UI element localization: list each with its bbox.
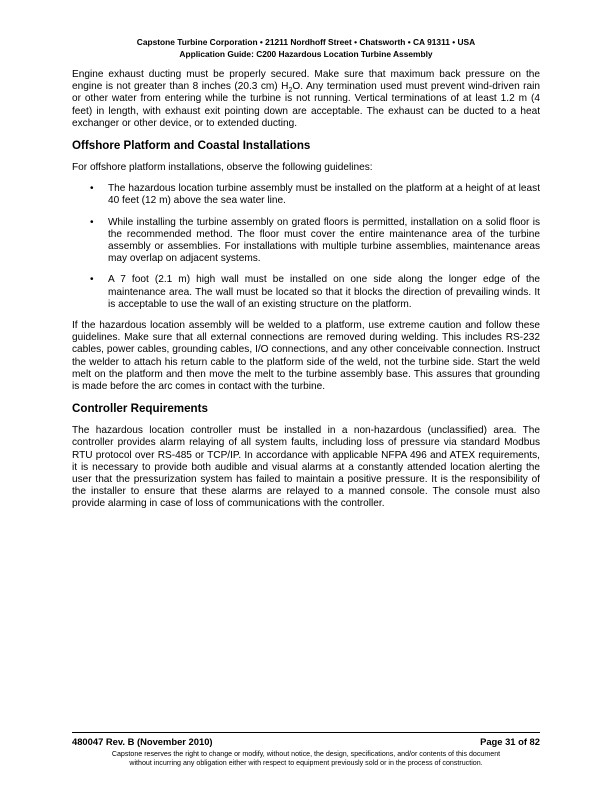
- list-item: • While installing the turbine assembly on grated floors is permitted, installation on a solid floor is the recommended method. The floor must cover the entire maintenance area of the turbine assembly or assemblies. For installations with multiple turbine assemblies, maintenance areas may overlap on adjacent systems.: [90, 216, 540, 265]
- footer-disclaimer: Capstone reserves the right to change or modify, without notice, the design, specifications, and/or contents of this document without incurring any obligation either with respect to equipment previously sold or in the process of construction.: [111, 750, 501, 768]
- offshore-lead: For offshore platform installations, observe the following guidelines:: [72, 162, 373, 174]
- offshore-guidelines-list: [72, 183, 540, 311]
- page-header: [0, 37, 612, 60]
- bullet-icon: •: [90, 274, 94, 286]
- document-body: [72, 69, 540, 520]
- bullet-icon: •: [90, 183, 94, 195]
- header-guide-title: Application Guide: C200 Hazardous Location Turbine Assembly: [179, 48, 433, 59]
- page-number: Page 31 of 82: [480, 736, 540, 747]
- exhaust-paragraph: Engine exhaust ducting must be properly secured. Make sure that maximum back pressure on the engine is not greater than 8 inches (20.3 cm) $H_2O$. Any termination used must prevent wind-driven rain or other water from entering while the turbine is not running. Vertical terminations of at least 1.2 m (4 feet) in length, with exhaust exit pointing down are acceptable. The exhaust can be ducted to a heat exchanger or other device, or to extended ducting.: [72, 69, 540, 129]
- controller-paragraph: The hazardous location controller must be installed in a non-hazardous (unclassified) area. The controller provides alarm relaying of all system faults, including loss of pressure via standard Modbus RTU protocol over RS-485 or TCP/IP. In accordance with applicable NFPA 496 and ATEX requirements, it is necessary to provide both audible and visual alarms at a constantly attended location alerting the user that the pressurization system has failed to maintain a positive pressure. It is the responsibility of the installer to ensure that these alarms are relayed to a manned console. The console must also provide alarming in case of loss of communications with the controller.: [72, 425, 540, 510]
- welding-paragraph: If the hazardous location assembly will be welded to a platform, use extreme caution and follow these guidelines. Make sure that all external connections are removed during welding. This includes RS-232 cables, power cables, grounding cables, I/O connections, and any other conceivable connection. Instruct the welder to attach his return cable to the platform side of the weld, not the turbine side. Start the weld melt on the platform and then move the melt to the turbine assembly base. This assures that grounding is made before the arc comes in contact with the turbine.: [72, 320, 540, 393]
- header-company-line: Capstone Turbine Corporation • 21211 Nordhoff Street • Chatsworth • CA 91311 • USA: [136, 37, 476, 47]
- subscript-2: 2: [288, 87, 293, 95]
- bullet-icon: •: [90, 216, 94, 228]
- list-item: • A 7 foot (2.1 m) high wall must be installed on one side along the longer edge of the maintenance area. The wall must be located so that it blocks the direction of prevailing winds. It is acceptable to use the wall of an existing structure on the platform.: [90, 274, 540, 310]
- footer-divider: [72, 732, 540, 733]
- document-revision: 480047 Rev. B (November 2010): [72, 736, 213, 747]
- controller-heading: Controller Requirements: [72, 402, 208, 416]
- list-item: • The hazardous location turbine assembly must be installed on the platform at a height of at least 40 feet (12 m) above the sea water line.: [90, 183, 540, 207]
- offshore-heading: Offshore Platform and Coastal Installations: [72, 139, 311, 153]
